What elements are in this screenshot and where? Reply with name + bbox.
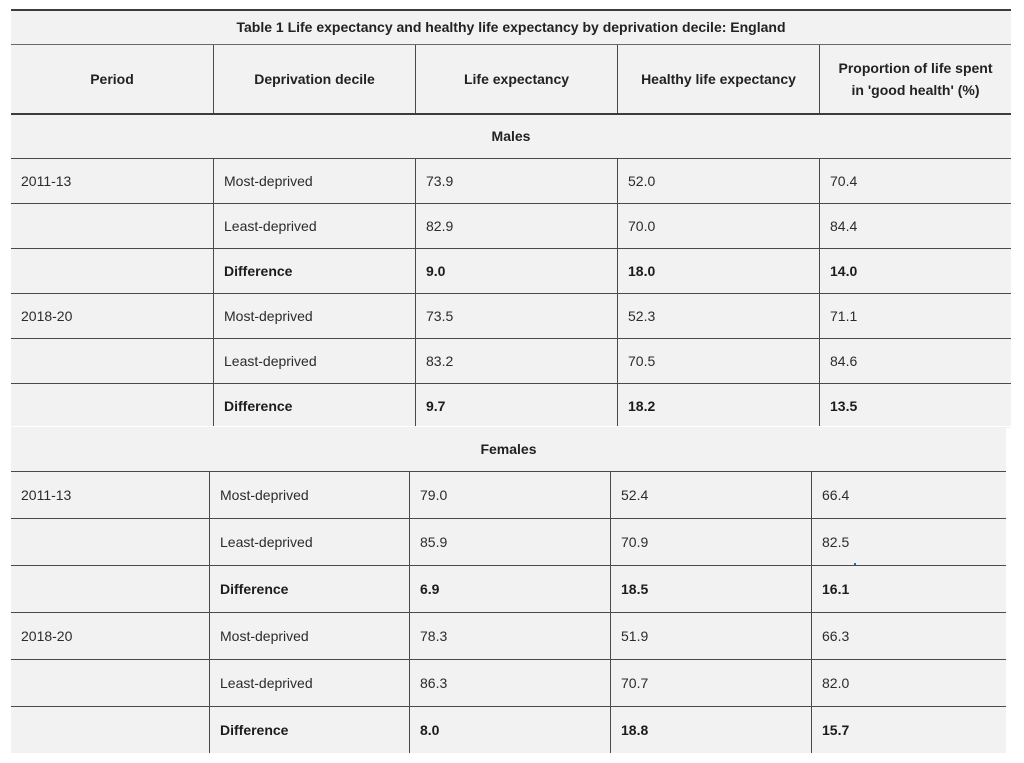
cell-healthy-life-expectancy: 18.5 [610, 566, 811, 612]
cell-period [11, 339, 213, 383]
cell-decile: Difference [213, 384, 415, 428]
table-row-difference [11, 384, 1011, 428]
cell-period [11, 519, 209, 565]
table-row-difference [11, 566, 1006, 613]
header-deprivation-decile: Deprivation decile [213, 45, 415, 113]
cell-period [11, 566, 209, 612]
cell-healthy-life-expectancy: 52.3 [617, 294, 819, 338]
table-row [11, 519, 1006, 566]
table-row [11, 660, 1006, 707]
life-expectancy-table [11, 9, 1011, 115]
cell-healthy-life-expectancy: 52.4 [610, 472, 811, 518]
cell-life-expectancy: 85.9 [409, 519, 610, 565]
cell-life-expectancy: 82.9 [415, 204, 617, 248]
cell-life-expectancy: 9.0 [415, 249, 617, 293]
cell-decile: Most-deprived [213, 159, 415, 203]
cell-period [11, 384, 213, 428]
cell-proportion: 84.6 [819, 339, 1011, 383]
cell-healthy-life-expectancy: 52.0 [617, 159, 819, 203]
header-healthy-life-expectancy: Healthy life expectancy [617, 45, 819, 113]
cell-period: 2011-13 [21, 173, 72, 189]
cell-period [11, 249, 213, 293]
cell-decile: Difference [213, 249, 415, 293]
cell-proportion: 71.1 [819, 294, 1011, 338]
table-row [11, 159, 1011, 204]
cell-healthy-life-expectancy: 70.7 [610, 660, 811, 706]
table-row [11, 294, 1011, 339]
cell-decile: Least-deprived [209, 660, 409, 706]
cell-proportion: 14.0 [819, 249, 1011, 293]
cell-healthy-life-expectancy: 18.8 [610, 707, 811, 753]
cell-decile: Difference [209, 566, 409, 612]
males-section [11, 115, 1011, 428]
cell-period: 2018-20 [21, 308, 73, 324]
section-label-males: Males [11, 115, 1011, 159]
cell-healthy-life-expectancy: 51.9 [610, 613, 811, 659]
cell-life-expectancy: 6.9 [409, 566, 610, 612]
cell-life-expectancy: 73.5 [415, 294, 617, 338]
table-row-difference [11, 707, 1006, 753]
table-row [11, 204, 1011, 249]
table-header-row [11, 45, 1011, 115]
cell-decile: Difference [209, 707, 409, 753]
cell-proportion: 84.4 [819, 204, 1011, 248]
header-proportion-good-health [819, 45, 1011, 113]
cell-proportion: 15.7 [811, 707, 1006, 753]
table-title: Table 1 Life expectancy and healthy life expectancy by deprivation decile: England [11, 9, 1011, 45]
cell-life-expectancy: 78.3 [409, 613, 610, 659]
cell-decile: Least-deprived [213, 204, 415, 248]
cell-period [11, 707, 209, 753]
cell-period: 2011-13 [21, 487, 72, 503]
header-period: Period [90, 71, 134, 87]
header-proportion-line-1: Proportion of life spent [838, 60, 993, 76]
cell-decile: Least-deprived [209, 519, 409, 565]
cell-healthy-life-expectancy: 18.2 [617, 384, 819, 428]
cell-life-expectancy: 8.0 [409, 707, 610, 753]
cell-period: 2018-20 [21, 628, 73, 644]
cell-proportion: 66.4 [811, 472, 1006, 518]
cell-healthy-life-expectancy: 18.0 [617, 249, 819, 293]
table-row [11, 339, 1011, 384]
table-row [11, 472, 1006, 519]
cell-proportion: 13.5 [819, 384, 1011, 428]
cell-decile: Most-deprived [209, 472, 409, 518]
cell-proportion: 82.5 [811, 519, 1006, 565]
table-row-difference [11, 249, 1011, 294]
cell-life-expectancy: 86.3 [409, 660, 610, 706]
cell-healthy-life-expectancy: 70.9 [610, 519, 811, 565]
section-label-females: Females [11, 427, 1006, 472]
cell-decile: Least-deprived [213, 339, 415, 383]
cell-life-expectancy: 9.7 [415, 384, 617, 428]
header-life-expectancy: Life expectancy [415, 45, 617, 113]
cell-proportion: 16.1 [811, 566, 1006, 612]
cell-life-expectancy: 73.9 [415, 159, 617, 203]
cell-proportion: 70.4 [819, 159, 1011, 203]
stray-mark [854, 563, 856, 565]
females-section [11, 427, 1006, 753]
table-row [11, 613, 1006, 660]
cell-healthy-life-expectancy: 70.0 [617, 204, 819, 248]
cell-decile: Most-deprived [213, 294, 415, 338]
cell-period [11, 660, 209, 706]
cell-period [11, 204, 213, 248]
cell-life-expectancy: 79.0 [409, 472, 610, 518]
cell-proportion: 82.0 [811, 660, 1006, 706]
cell-decile: Most-deprived [209, 613, 409, 659]
cell-proportion: 66.3 [811, 613, 1006, 659]
header-proportion-line-2: in 'good health' (%) [851, 82, 980, 98]
cell-life-expectancy: 83.2 [415, 339, 617, 383]
cell-healthy-life-expectancy: 70.5 [617, 339, 819, 383]
